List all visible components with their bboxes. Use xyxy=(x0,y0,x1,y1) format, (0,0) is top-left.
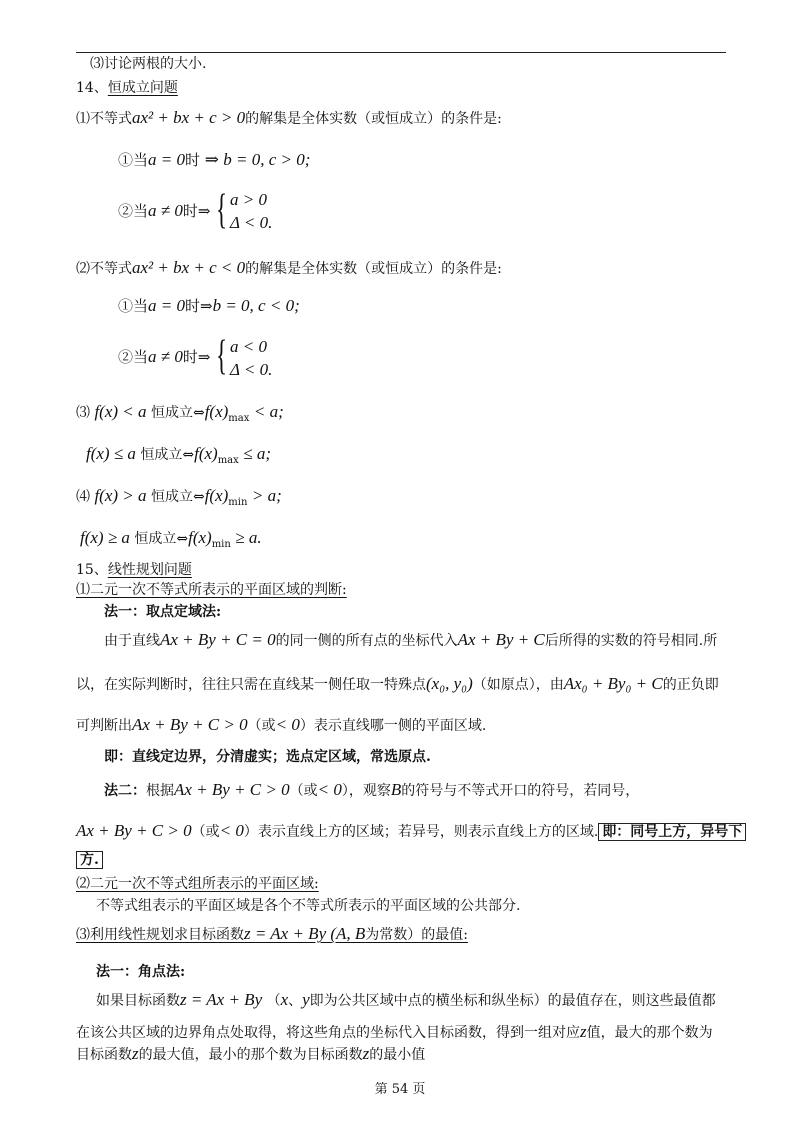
m3-line1 xyxy=(96,990,716,1011)
m2-l2-math2: < 0 xyxy=(219,821,244,840)
p2-cond2 xyxy=(230,360,272,381)
m3-l3-a: 目标函数 xyxy=(76,1047,132,1063)
m1-l1-math2: Ax + By + C xyxy=(457,630,545,649)
p3-l2-d: ≤ a; xyxy=(243,444,271,463)
m1-l3-a: 可判断出 xyxy=(76,718,132,734)
m3-l3-b: 的最大值，最小的那个数为目标函数 xyxy=(138,1047,363,1063)
p1-cond2-text: Δ < 0. xyxy=(230,213,273,232)
p1-case-b xyxy=(118,201,210,221)
m2-line3 xyxy=(76,850,103,870)
section-15-title: 线性规划问题 xyxy=(107,562,192,578)
p3-l1-b: 恒成立⇔ xyxy=(150,405,205,421)
p3-line2 xyxy=(86,444,271,471)
p2-case-a-mid: 时⇒ xyxy=(185,297,213,315)
m2-highlight-box-1: 即：同号上方，异号下 xyxy=(598,823,746,841)
header-rule xyxy=(76,52,726,53)
method-3-title: 法一：角点法: xyxy=(96,964,186,980)
sub-heading-1: ⑴二元一次不等式所表示的平面区域的判断: xyxy=(76,582,347,598)
p4-l1-a: f(x) > a xyxy=(94,486,147,505)
p1-line xyxy=(76,108,502,129)
method-1-title: 法一：取点定域法: xyxy=(104,604,222,620)
m3-l1-c: 、 xyxy=(288,993,303,1009)
p2-case-a-math2: b = 0, c < 0; xyxy=(212,296,300,315)
p2-cond1 xyxy=(230,337,267,358)
p4-l2-a: f(x) ≥ a xyxy=(80,528,130,547)
p3-l2-b: 恒成立⇔ xyxy=(140,447,195,463)
p3-l1-d: < a; xyxy=(253,402,284,421)
m2-l2-b: （或 xyxy=(191,824,220,840)
p2-case-b-mid: 时⇒ xyxy=(182,348,211,366)
p1-brace: { xyxy=(216,187,228,233)
p1-math: ax² + bx + c > 0 xyxy=(132,108,246,127)
m1-l2-a: 以，在实际判断时，往往只需在直线某一侧任取一特殊点 xyxy=(76,677,426,693)
p3-l2-a: f(x) ≤ a xyxy=(86,444,136,463)
p1-case-a xyxy=(118,150,310,170)
p2-case-a-math1: a = 0 xyxy=(148,296,185,315)
p2-case-a xyxy=(118,296,300,316)
m1-l1-math1: Ax + By + C = 0 xyxy=(160,630,276,649)
p2-line xyxy=(76,258,502,279)
m1-line1 xyxy=(104,630,717,651)
m3-l3-z2: z xyxy=(362,1044,370,1063)
p1-case-b-mid: 时⇒ xyxy=(182,202,211,220)
m2-l1-math2: < 0 xyxy=(317,780,342,799)
m1-l3-math2: < 0 xyxy=(275,715,300,734)
m1-rule: 即：直线定边界，分清虚实；选点定区域，常选原点. xyxy=(104,749,431,765)
m3-l1-b: （ xyxy=(266,993,281,1009)
m1-l2-math2: Ax₀ + By₀ + C xyxy=(563,674,663,693)
p1-cond2 xyxy=(230,213,272,234)
top-line: ⑶讨论两根的大小. xyxy=(90,56,207,72)
m1-l3-c: ）表示直线哪一侧的平面区域. xyxy=(299,718,487,734)
m3-l2-a: 在该公共区域的边界角点处取得，将这些角点的坐标代入目标函数，得到一组对应 xyxy=(76,1025,580,1041)
p4-line2 xyxy=(80,528,262,555)
p2-brace: { xyxy=(216,333,228,379)
m1-l3-math1: Ax + By + C > 0 xyxy=(132,715,248,734)
m2-l1-c: ），观察 xyxy=(341,783,391,799)
p4-l1-d: > a; xyxy=(251,486,282,505)
p1-case-a-math1: a = 0 xyxy=(148,150,185,169)
m1-line3 xyxy=(76,715,486,736)
p3-number: ⑶ xyxy=(76,405,90,421)
section-15-number: 15、 xyxy=(76,562,108,578)
p4-l2-b: 恒成立⇔ xyxy=(134,531,189,547)
m3-l3-c: 的最小值 xyxy=(369,1047,426,1063)
sub-heading-3-a: ⑶利用线性规划求目标函数 xyxy=(76,927,244,943)
p1-case-a-mid: 时 xyxy=(185,151,201,169)
sub-heading-3 xyxy=(76,924,468,945)
m3-l2-z: z xyxy=(580,1022,587,1041)
m1-l2-b: （如原点），由 xyxy=(472,677,564,693)
p2-post: 的解集是全体实数（或恒成立）的条件是: xyxy=(245,261,502,277)
p4-l1-sub: min xyxy=(228,496,248,508)
sub-heading-2-body: 不等式组表示的平面区域是各个不等式所表示的平面区域的公共部分. xyxy=(96,898,521,914)
m2-l1-math1: Ax + By + C > 0 xyxy=(174,780,290,799)
p1-case-a-math2: ⇒ b = 0, c > 0; xyxy=(204,150,311,169)
method-2-title: 法二： xyxy=(104,783,146,799)
m3-l1-d: 即为公共区域中点的横坐标和纵坐标）的最值存在，则这些最值都 xyxy=(309,993,716,1009)
page-number-footer: 第 54 页 xyxy=(374,1082,426,1097)
p2-case-b-pre: ②当 xyxy=(118,348,149,366)
p4-number: ⑷ xyxy=(76,489,90,505)
p1-case-a-pre: ①当 xyxy=(118,151,149,169)
m2-l2-math1: Ax + By + C > 0 xyxy=(76,821,192,840)
m2-l1-math3: B xyxy=(390,780,402,799)
p1-case-b-pre: ②当 xyxy=(118,202,149,220)
m2-line1 xyxy=(104,780,639,801)
section-14-number: 14、 xyxy=(76,80,108,96)
p3-l1-a: f(x) < a xyxy=(94,402,147,421)
m3-l1-y: y xyxy=(302,990,310,1009)
p1-pre: ⑴不等式 xyxy=(76,111,132,127)
p4-l2-c: f(x) xyxy=(188,528,212,547)
m3-l3-z1: z xyxy=(132,1044,139,1063)
p1-cond1-text: a > 0 xyxy=(230,190,267,209)
m1-l2-math1: (x₀, y₀) xyxy=(426,674,473,693)
m3-l1-math: z = Ax + By xyxy=(180,990,263,1009)
p2-case-b xyxy=(118,347,210,367)
p4-l1-b: 恒成立⇔ xyxy=(150,489,205,505)
m3-l2-b: 值，最大的那个数为 xyxy=(586,1025,713,1041)
p2-case-a-pre: ①当 xyxy=(118,297,149,315)
section-14-title: 恒成立问题 xyxy=(107,80,178,96)
m3-line2 xyxy=(76,1022,713,1043)
section-14-heading xyxy=(76,78,178,98)
m3-l1-x: x xyxy=(280,990,289,1009)
m1-l2-c: 的正负即 xyxy=(662,677,719,693)
m1-line2 xyxy=(76,674,719,695)
m2-line2 xyxy=(76,821,746,842)
p2-math: ax² + bx + c < 0 xyxy=(132,258,246,277)
m2-l2-c: ）表示直线上方的区域；若异号，则表示直线上方的区域. xyxy=(243,824,599,840)
p4-l2-sub: min xyxy=(211,538,231,550)
p3-l2-c: f(x) xyxy=(194,444,218,463)
p2-cond1-text: a < 0 xyxy=(230,337,267,356)
p1-post: 的解集是全体实数（或恒成立）的条件是: xyxy=(245,111,502,127)
sub-heading-3-b: 为常数）的最值: xyxy=(365,927,469,943)
p3-l1-c: f(x) xyxy=(204,402,229,421)
m2-highlight-box-2: 方. xyxy=(76,851,103,869)
m1-l1-b: 的同一侧的所有点的坐标代入 xyxy=(275,633,458,649)
section-15-heading xyxy=(76,560,192,580)
p4-l2-d: ≥ a. xyxy=(235,528,262,547)
m2-l1-b: （或 xyxy=(289,783,318,799)
p3-l1-sub: max xyxy=(228,412,250,424)
m1-l1-c: 后所得的实数的符号相同.所 xyxy=(544,633,718,649)
sub-heading-3-math: z = Ax + By (A, B xyxy=(244,924,366,943)
p4-line1 xyxy=(76,486,282,513)
sub-heading-2: ⑵二元一次不等式组所表示的平面区域: xyxy=(76,876,319,892)
m1-l3-b: （或 xyxy=(247,718,276,734)
p2-pre: ⑵不等式 xyxy=(76,261,132,277)
p1-case-b-math1: a ≠ 0 xyxy=(148,201,183,220)
p3-line1 xyxy=(76,402,284,429)
p4-l1-c: f(x) xyxy=(204,486,229,505)
m3-line3 xyxy=(76,1044,425,1065)
p3-l2-sub: max xyxy=(217,454,239,466)
p1-cond1 xyxy=(230,190,267,211)
p2-cond2-text: Δ < 0. xyxy=(230,360,273,379)
m2-l1-a: 根据 xyxy=(146,783,174,799)
m2-l1-d: 的符号与不等式开口的符号，若同号， xyxy=(401,783,640,799)
p2-case-b-math1: a ≠ 0 xyxy=(148,347,183,366)
m3-l1-a: 如果目标函数 xyxy=(96,993,180,1009)
m1-l1-a: 由于直线 xyxy=(104,633,160,649)
